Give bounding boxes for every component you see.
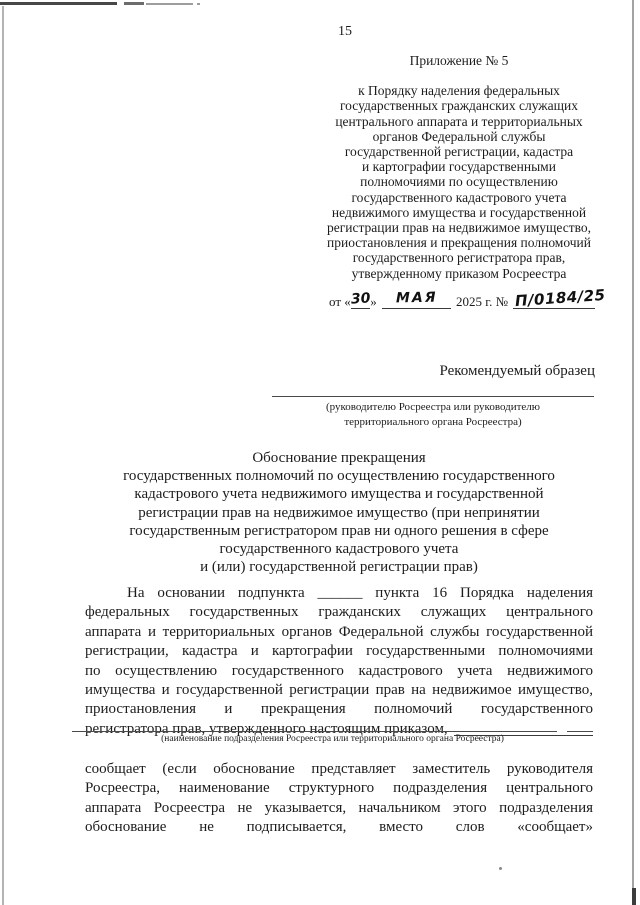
addressee-blank-line: [272, 396, 594, 397]
appendix-ref-line: утвержденному приказом Росреестра: [351, 265, 567, 281]
body-line: по осуществлению государственного кадастрового учета недвижимого: [85, 662, 593, 679]
appendix-ref-line: государственных гражданских служащих: [339, 98, 579, 114]
title-line: и (или) государственной регистрации прав): [200, 559, 478, 576]
appendix-ref-line: и картографии государственными: [362, 159, 556, 175]
scan-speck: [499, 867, 502, 870]
date-month-blank: [382, 289, 451, 309]
scan-edge-top-mid: [124, 2, 144, 5]
body-line: федеральных государственных гражданских служащих центрального: [85, 604, 593, 621]
scan-edge-top-dot: [197, 3, 200, 5]
date-from-label: от «: [329, 293, 351, 309]
body-line: регистратора прав, утвержденного настоящим приказом,: [85, 720, 448, 737]
appendix-ref-line: органов Федеральной службы: [372, 128, 546, 144]
closing-line: Росреестра, наименование структурного подразделения центрального: [85, 780, 593, 797]
closing-line: обоснование не подписывается, вместо слов «сообщает»: [85, 819, 593, 836]
scan-edge-top-light: [146, 3, 193, 5]
appendix-ref-line: регистрации прав на недвижимое имущество,: [326, 220, 592, 236]
title-line: государственного кадастрового учета: [219, 541, 459, 558]
closing-line: сообщает (если обоснование представляет заместитель руководителя: [85, 761, 593, 777]
scan-edge-top-dark: [0, 2, 117, 5]
handwritten-day: 30: [350, 289, 371, 308]
order-date-line: [329, 285, 607, 310]
appendix-title: Приложение № 5: [409, 53, 509, 68]
title-line: государственным регистратором прав ни одного решения в сфере: [129, 522, 549, 539]
appendix-ref-line: государственного регистратора прав,: [352, 250, 566, 266]
appendix-ref-line: центрального аппарата и территориальных: [335, 113, 583, 129]
scan-edge-right-bottom-mark: [632, 888, 636, 905]
addressee-caption-line: территориального органа Росреестра): [344, 416, 522, 428]
blank-line-segment: [567, 731, 593, 732]
closing-paragraph: [85, 760, 593, 838]
body-line: регистрации, кадастра и картографии государственными полномочиями: [85, 643, 593, 660]
title-line: Обоснование прекращения: [252, 450, 426, 466]
handwritten-order-number: П/0184/25: [514, 285, 607, 310]
scan-edge-left: [2, 6, 4, 905]
body-paragraph: [85, 584, 593, 739]
appendix-ref-line: государственной регистрации, кадастра: [344, 144, 574, 160]
page-number: 15: [338, 24, 352, 39]
addressee-caption-line: (руководителю Росреестра или руководителю: [325, 401, 541, 413]
date-day-blank: [350, 289, 371, 309]
subdivision-block: [72, 731, 593, 745]
body-line: аппарата и территориальных органов Федеральной службы государственной: [85, 623, 593, 640]
appendix-ref-line: государственного кадастрового учета: [351, 189, 567, 205]
closing-line: аппарата Росреестра не указывается, начальником этого подразделения: [85, 799, 593, 816]
recommended-sample-label: Рекомендуемый образец: [439, 363, 595, 379]
scan-edge-right: [632, 0, 634, 905]
title-line: государственных полномочий по осуществлению государственного: [123, 468, 555, 485]
body-line: На основании подпункта ______ пункта 16 Порядка наделения: [127, 585, 593, 601]
title-line: кадастрового учета недвижимого имущества и государственной: [134, 486, 544, 503]
body-line: приостановления и прекращения полномочий государственного: [85, 701, 593, 718]
document-title: [85, 449, 593, 576]
appendix-ref-line: недвижимого имущества и государственной: [331, 204, 587, 220]
order-number-blank: [513, 285, 607, 310]
blank-line-segment: [72, 731, 557, 732]
body-line: имущества и государственной регистрации прав на недвижимое имущество,: [85, 682, 593, 699]
date-year-label: 2025 г. №: [455, 293, 508, 309]
addressee-block: [272, 396, 594, 430]
appendix-ref-line: приостановления и прекращения полномочий: [327, 235, 591, 251]
subdivision-caption: (наименование подразделения Росреестра или территориального органа Росреестра): [161, 734, 504, 744]
appendix-ref-line: полномочиями по осуществлению: [360, 174, 558, 190]
date-close-quote: »: [370, 293, 377, 309]
appendix-block: [323, 53, 607, 310]
handwritten-month: МАЯ: [395, 289, 438, 307]
appendix-ref-line: к Порядку наделения федеральных: [358, 83, 560, 99]
title-line: регистрации прав на недвижимое имущество (при непринятии: [138, 504, 540, 521]
